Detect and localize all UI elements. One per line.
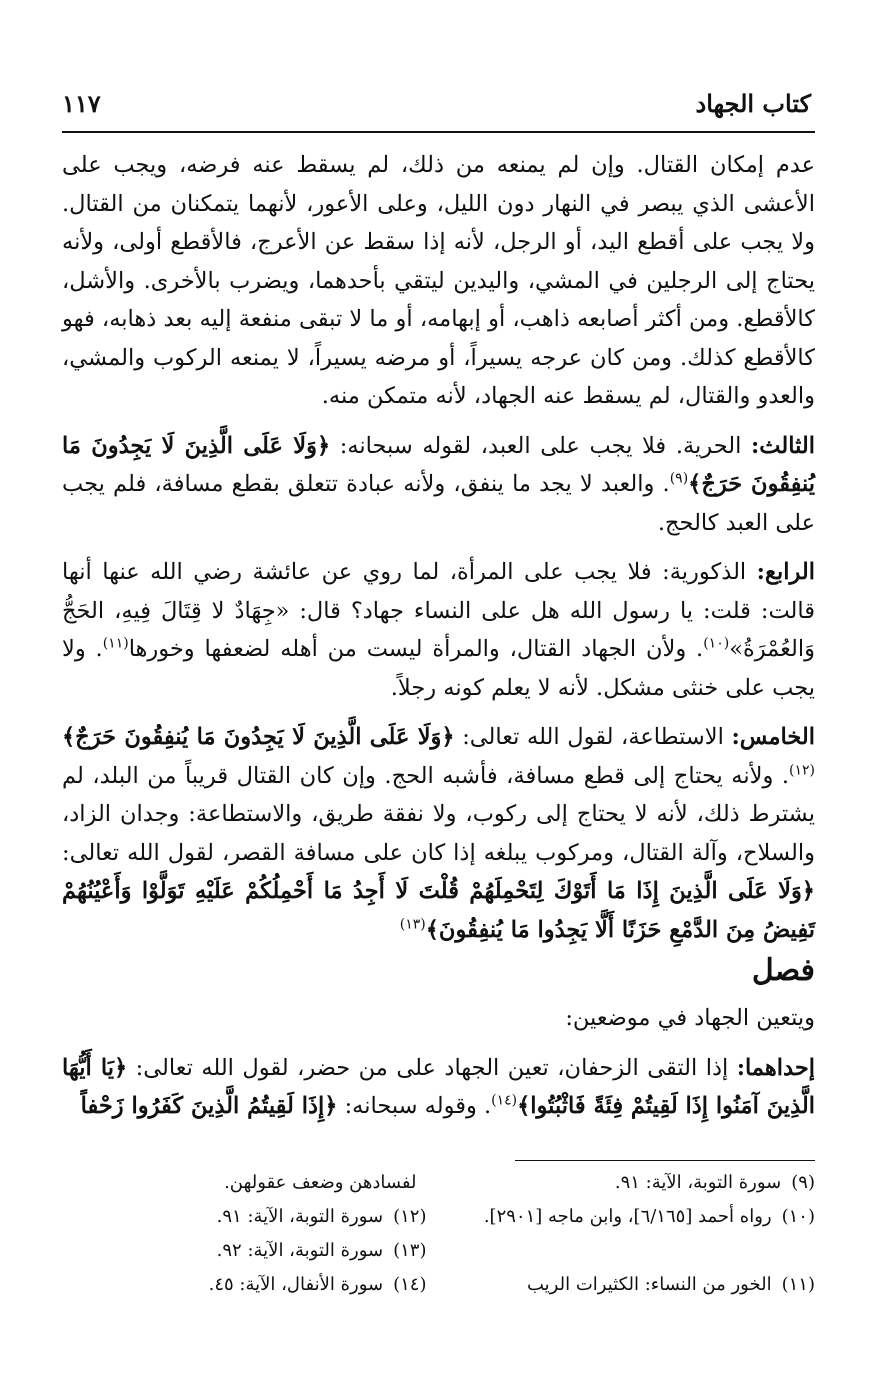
paragraph-lead: الرابع: <box>756 559 815 585</box>
paragraph-lead: إحداهما: <box>736 1054 815 1081</box>
footnote: (١٤) سورة الأنفال، الآية: ٤٥. <box>208 1274 427 1295</box>
footnote-ref[interactable]: (١٣) <box>399 916 426 932</box>
footnote-ref[interactable]: (١٢) <box>789 762 815 778</box>
paragraph-fourth-condition: الرابع: الذكورية: فلا يجب على المرأة، لما روي عن عائشة رضي الله عنها أنها قالت: قلت: يا رسول الله هل على النساء جهاد؟ قال: «جِهَادٌ لا قِتَالَ فِيهِ، الحَجُّ وَالعُمْرَةُ»$^{(١٠)}$. ولأن الجهاد القتال، والمرأة ليست من أهله لضعفها وخورها$^{(١١)}$. ولا يجب على خنثى مشكل. لأنه لا يعلم كونه رجلاً. <box>62 559 815 701</box>
footnote-ref[interactable]: (١١) <box>102 635 129 652</box>
footnote: (١١) الخور من النساء: الكثيرات الريب <box>527 1274 815 1295</box>
footnote: (١٣) سورة التوبة، الآية: ٩٢. <box>216 1240 427 1261</box>
paragraph-lead: الخامس: <box>731 724 815 750</box>
footnote: (١٠) رواه أحمد [٦/١٦٥]، وابن ماجه [٢٩٠١]. <box>483 1206 815 1227</box>
footnote-ref[interactable]: (١٤) <box>491 1092 518 1109</box>
footnote-ref[interactable]: (٩) <box>669 470 689 487</box>
paragraph-third-condition: الثالث: الحرية. فلا يجب على العبد، لقوله سبحانه: ﴿وَلَا عَلَى الَّذِينَ لَا يَجِدُونَ مَا يُنفِقُونَ حَرَجٌ﴾$^{(٩)}$. والعبد لا يجد ما ينفق، ولأنه عبادة تتعلق بقطع مسافة، فلم يجب على العبد كالحج. <box>62 432 816 536</box>
footnote-spacer <box>451 1238 816 1264</box>
main-text <box>62 146 815 1137</box>
page-number: ١١٧ <box>62 89 101 118</box>
book-title: كتاب الجهاد <box>695 89 811 118</box>
quran-verse: ﴿يَا أَيُّهَا الَّذِينَ آمَنُوا إِذَا لَقِيتُمْ فِئَةً فَاثْبُتُوا﴾ <box>62 1054 815 1119</box>
footnote-rule <box>515 1160 815 1161</box>
section-heading: فصل <box>751 953 815 988</box>
footnote-continuation: لفسادهن وضعف عقولهن. <box>224 1172 417 1193</box>
footnotes <box>62 1170 815 1298</box>
paragraph-1: عدم إمكان القتال. وإن لم يمنعه من ذلك، لم يسقط عنه فرضه، ويجب على الأعشى الذي يبصر في النهار دون الليل، وعلى الأعور، لأنهما يتمكنان من القتال. ولا يجب على أقطع اليد، أو الرجل، لأنه إذا سقط عن الأعرج، فالأقطع أولى، ولأنه يحتاج إلى الرجلين في المشي، واليدين ليتقي بأحدهما، ويضرب بالأخرى. والأشل، كالأقطع. ومن أكثر أصابعه ذاهب، أو إبهامه، أو ما لا تبقى منفعة إليه بعد ذهابه، فهو كالأقطع كذلك. ومن كان عرجه يسيراً، أو مرضه يسيراً، لا يمنعه الركوب والمشي، والعدو والقتال، لم يسقط عنه الجهاد، لأنه متمكن منه. <box>62 152 815 409</box>
quran-verse: ﴿وَلَا عَلَى الَّذِينَ لَا يَجِدُونَ مَا يُنفِقُونَ حَرَجٌ﴾ <box>62 432 816 497</box>
paragraph-lead: الثالث: <box>750 432 815 459</box>
footnote: (١٢) سورة التوبة، الآية: ٩١. <box>216 1206 427 1227</box>
quran-verse: ﴿وَلَا عَلَى الَّذِينَ لَا يَجِدُونَ مَا يُنفِقُونَ حَرَجٌ﴾ <box>62 724 455 750</box>
paragraph-first-case: إحداهما: إذا التقى الزحفان، تعين الجهاد على من حضر، لقول الله تعالى: ﴿يَا أَيُّهَا الَّذِينَ آمَنُوا إِذَا لَقِيتُمْ فِئَةً فَاثْبُتُوا﴾$^{(١٤)}$. وقوله سبحانه: ﴿إِذَا لَقِيتُمُ الَّذِينَ كَفَرُوا زَحْفاً <box>62 1054 815 1119</box>
paragraph-fifth-condition: الخامس: الاستطاعة، لقول الله تعالى: ﴿وَلَا عَلَى الَّذِينَ لَا يَجِدُونَ مَا يُنفِقُونَ حَرَجٌ﴾$^{(١٢)}$. ولأنه يحتاج إلى قطع مسافة، فأشبه الحج. وإن كان القتال قريباً من البلد، لم يشترط ذلك، لأنه لا يحتاج إلى ركوب، ولا نفقة طريق، والاستطاعة: وجدان الزاد، والسلاح، وآلة القتال، ومركوب يبلغه إذا كان على مسافة القصر، لقول الله تعالى: ﴿وَلَا عَلَى الَّذِينَ إِذَا مَا أَتَوْكَ لِتَحْمِلَهُمْ قُلْتَ لَا أَجِدُ مَا أَحْمِلُكُمْ عَلَيْهِ تَوَلَّوْا وَأَعْيُنُهُمْ تَفِيضُ مِنَ الدَّمْعِ حَزَنًا أَلَّا يَجِدُوا مَا يُنفِقُونَ﴾$^{(١٣)}$ <box>62 724 815 943</box>
footnote: (٩) سورة التوبة، الآية: ٩١. <box>614 1172 815 1193</box>
footnote-ref[interactable]: (١٠) <box>703 635 730 652</box>
quran-verse: ﴿إِذَا لَقِيتُمُ الَّذِينَ كَفَرُوا زَحْفاً <box>80 1093 338 1119</box>
paragraph-intro: ويتعين الجهاد في موضعين: <box>565 1005 815 1031</box>
quran-verse: ﴿وَلَا عَلَى الَّذِينَ إِذَا مَا أَتَوْكَ لِتَحْمِلَهُمْ قُلْتَ لَا أَجِدُ مَا أَحْمِلُكُمْ عَلَيْهِ تَوَلَّوْا وَأَعْيُنُهُمْ تَفِيضُ مِنَ الدَّمْعِ حَزَنًا أَلَّا يَجِدُوا مَا يُنفِقُونَ﴾ <box>62 878 815 943</box>
header-rule <box>62 131 815 133</box>
page-header <box>62 78 811 118</box>
